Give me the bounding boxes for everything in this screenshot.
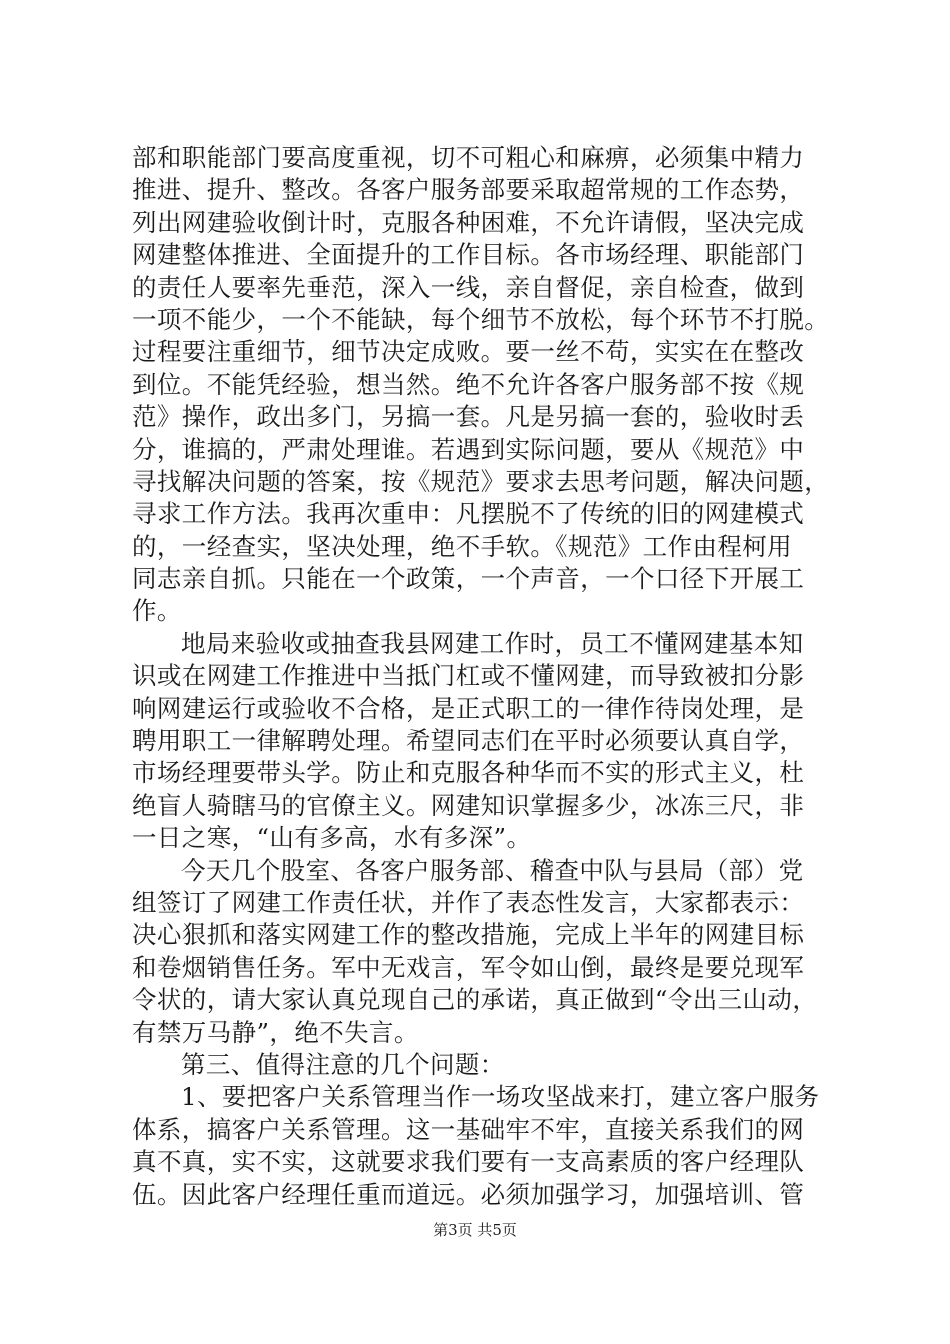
text-line: 体系，搞客户关系管理。这一基础牢不牢，直接关系我们的网: [132, 1114, 805, 1144]
text-line: 作。: [132, 596, 182, 626]
text-line: 真不真，实不实，这就要求我们要有一支高素质的客户经理队: [132, 1147, 805, 1177]
text-line: 的责任人要率先垂范，深入一线，亲自督促，亲自检查，做到: [132, 272, 805, 302]
text-line: 响网建运行或验收不合格，是正式职工的一律作待岗处理，是: [132, 693, 805, 723]
document-body: [132, 142, 832, 1211]
text-line: 部和职能部门要高度重视，切不可粗心和麻痹，必须集中精力: [132, 143, 805, 172]
text-line: 到位。不能凭经验，想当然。绝不允许各客户服务部不按《规: [132, 369, 805, 399]
text-line: 识或在网建工作推进中当抵门杠或不懂网建，而导致被扣分影: [132, 661, 805, 691]
page-footer: 第3页 共5页: [433, 1221, 517, 1239]
text-line: 列出网建验收倒计时，克服各种困难，不允许请假，坚决完成: [132, 207, 805, 237]
text-line: 过程要注重细节，细节决定成败。要一丝不苟，实实在在整改: [132, 337, 805, 367]
text-line: 今天几个股室、各客户服务部、稽查中队与县局（部）党: [181, 855, 804, 885]
text-line: 的，一经查实，坚决处理，绝不手软。《规范》工作由程柯用: [132, 531, 793, 561]
text-line: 一项不能少，一个不能缺，每个细节不放松，每个环节不打脱。: [132, 304, 830, 334]
text-line: 寻求工作方法。我再次重申：凡摆脱不了传统的旧的网建模式: [132, 499, 805, 529]
section-heading: 第三、值得注意的几个问题：: [181, 1049, 505, 1079]
text-line: 和卷烟销售任务。军中无戏言，军令如山倒，最终是要兑现军: [132, 952, 805, 982]
text-line: 推进、提升、整改。各客户服务部要采取超常规的工作态势，: [132, 175, 805, 205]
text-line: 市场经理要带头学。防止和克服各种华而不实的形式主义，杜: [132, 758, 805, 788]
text-line: 一日之寒，“山有多高，水有多深”。: [132, 823, 532, 853]
text-line: 绝盲人骑瞎马的官僚主义。网建知识掌握多少，冰冻三尺，非: [132, 790, 805, 820]
text-line: 决心狠抓和落实网建工作的整改措施，完成上半年的网建目标: [132, 920, 805, 950]
text-line: 组签订了网建工作责任状，并作了表态性发言，大家都表示：: [132, 887, 805, 917]
text-line: 同志亲自抓。只能在一个政策，一个声音，一个口径下开展工: [132, 564, 805, 594]
text-line: 分，谁搞的，严肃处理谁。若遇到实际问题，要从《规范》中: [132, 434, 805, 464]
text-line: 地局来验收或抽查我县网建工作时，员工不懂网建基本知: [181, 628, 804, 658]
text-line: 伍。因此客户经理任重而道远。必须加强学习，加强培训、管: [132, 1179, 805, 1209]
text-line: 寻找解决问题的答案，按《规范》要求去思考问题，解决问题，: [132, 466, 830, 496]
text-line: 范》操作，政出多门，另搞一套。凡是另搞一套的，验收时丢: [132, 402, 805, 432]
text-line: 网建整体推进、全面提升的工作目标。各市场经理、职能部门: [132, 240, 805, 270]
text-line: 聘用职工一律解聘处理。希望同志们在平时必须要认真自学，: [132, 726, 805, 756]
text-line: 有禁万马静”，绝不失言。: [132, 1017, 419, 1047]
text-line: 1、要把客户关系管理当作一场攻坚战来打，建立客户服务: [181, 1082, 820, 1112]
text-line: 令状的，请大家认真兑现自己的承诺，真正做到“令出三山动，: [132, 985, 818, 1015]
